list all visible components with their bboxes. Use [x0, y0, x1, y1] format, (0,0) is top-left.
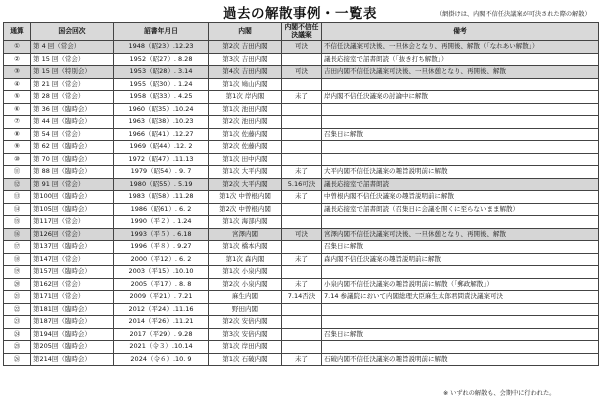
row-number: ㉑ — [4, 291, 31, 304]
row-remarks: 召集日に解散 — [322, 241, 599, 254]
row-cabinet: 第2次 池田内閣 — [209, 116, 282, 129]
row-number: ⑬ — [4, 191, 31, 204]
row-no-confidence-motion — [282, 328, 322, 341]
row-decree-date: 1993（平５）. 6.18 — [114, 228, 209, 241]
row-remarks: 議長応接室で詔書朗読（召集日に会議を開くに至らないまま解散） — [322, 203, 599, 216]
row-no-confidence-motion: 可決 — [282, 228, 322, 241]
row-decree-date: 2009（平21）. 7.21 — [114, 291, 209, 304]
row-diet-session: 第137回（臨時会） — [31, 241, 114, 254]
row-remarks — [322, 316, 599, 329]
row-decree-date: 1980（昭55）. 5.19 — [114, 178, 209, 191]
row-remarks — [322, 116, 599, 129]
row-decree-date: 2012（平24）.11.16 — [114, 303, 209, 316]
row-remarks — [322, 303, 599, 316]
row-diet-session: 第162回（常会） — [31, 278, 114, 291]
row-remarks: 森内閣不信任決議案の趣旨説明前に解散 — [322, 253, 599, 266]
row-cabinet: 第2次 小泉内閣 — [209, 278, 282, 291]
row-cabinet: 麻生内閣 — [209, 291, 282, 304]
row-cabinet: 野田内閣 — [209, 303, 282, 316]
table-row — [4, 291, 599, 304]
row-cabinet: 第2次 大平内閣 — [209, 178, 282, 191]
table-row — [4, 341, 599, 354]
table-row — [4, 103, 599, 116]
row-no-confidence-motion: 可決 — [282, 66, 322, 79]
row-no-confidence-motion: 未了 — [282, 191, 322, 204]
row-cabinet: 第1次 石破内閣 — [209, 353, 282, 366]
row-number: ② — [4, 53, 31, 66]
row-no-confidence-motion — [282, 78, 322, 91]
footnote: ※ いずれの解散も、会期中に行われた。 — [443, 390, 556, 397]
row-no-confidence-motion: 5.16可決 — [282, 178, 322, 191]
header-remarks: 備考 — [322, 23, 599, 41]
row-cabinet: 第2次 中曽根内閣 — [209, 203, 282, 216]
row-no-confidence-motion — [282, 316, 322, 329]
row-remarks — [322, 341, 599, 354]
table-row — [4, 216, 599, 229]
row-number: ① — [4, 41, 31, 54]
table-row — [4, 116, 599, 129]
row-decree-date: 1958（昭33）. 4.25 — [114, 91, 209, 104]
row-decree-date: 1963（昭38）.10.23 — [114, 116, 209, 129]
row-number: ⑯ — [4, 228, 31, 241]
row-cabinet: 第1次 池田内閣 — [209, 103, 282, 116]
row-decree-date: 2003（平15）.10.10 — [114, 266, 209, 279]
row-no-confidence-motion — [282, 341, 322, 354]
row-number: ⑤ — [4, 91, 31, 104]
row-diet-session: 第 28 回（常会） — [31, 91, 114, 104]
row-number: ⑪ — [4, 166, 31, 179]
row-cabinet: 第2次 安倍内閣 — [209, 316, 282, 329]
row-diet-session: 第117回（常会） — [31, 216, 114, 229]
row-cabinet: 宮澤内閣 — [209, 228, 282, 241]
table-row — [4, 78, 599, 91]
row-remarks: 石破内閣不信任決議案の趣旨説明前に解散 — [322, 353, 599, 366]
row-number: ㉖ — [4, 353, 31, 366]
row-number: ⑫ — [4, 178, 31, 191]
row-cabinet: 第2次 佐藤内閣 — [209, 141, 282, 154]
row-cabinet: 第1次 佐藤内閣 — [209, 128, 282, 141]
row-diet-session: 第194回（臨時会） — [31, 328, 114, 341]
row-decree-date: 1966（昭41）.12.27 — [114, 128, 209, 141]
row-decree-date: 1972（昭47）.11.13 — [114, 153, 209, 166]
row-cabinet: 第1次 田中内閣 — [209, 153, 282, 166]
row-remarks: 召集日に解散 — [322, 128, 599, 141]
row-no-confidence-motion — [282, 241, 322, 254]
shading-legend-note: （網掛けは、内閣不信任決議案が可決された際の解散） — [436, 11, 591, 18]
row-remarks: 不信任決議案可決後、一旦休会となり、再開後、解散（「なれあい解散」） — [322, 41, 599, 54]
row-diet-session: 第 54 回（常会） — [31, 128, 114, 141]
row-no-confidence-motion — [282, 203, 322, 216]
row-decree-date: 1955（昭30）. 1.24 — [114, 78, 209, 91]
row-number: ⑮ — [4, 216, 31, 229]
header-decree-date: 詔書年月日 — [114, 23, 209, 41]
row-decree-date: 2014（平26）.11.21 — [114, 316, 209, 329]
row-number: ⑭ — [4, 203, 31, 216]
row-decree-date: 1960（昭35）.10.24 — [114, 103, 209, 116]
row-diet-session: 第 21 回（常会） — [31, 78, 114, 91]
row-remarks — [322, 141, 599, 154]
table-row — [4, 66, 599, 79]
row-cabinet: 第3次 安倍内閣 — [209, 328, 282, 341]
row-no-confidence-motion — [282, 116, 322, 129]
row-number: ⑲ — [4, 266, 31, 279]
row-cabinet: 第1次 小泉内閣 — [209, 266, 282, 279]
table-row — [4, 278, 599, 291]
row-remarks — [322, 78, 599, 91]
row-number: ㉓ — [4, 316, 31, 329]
row-no-confidence-motion: 7.14否決 — [282, 291, 322, 304]
row-remarks: 小泉内閣不信任決議案の趣旨説明前に解散（「郵政解散」） — [322, 278, 599, 291]
row-diet-session: 第157回（臨時会） — [31, 266, 114, 279]
table-row — [4, 53, 599, 66]
row-diet-session: 第 15 回（常会） — [31, 53, 114, 66]
row-cabinet: 第1次 中曽根内閣 — [209, 191, 282, 204]
row-number: ⑧ — [4, 128, 31, 141]
row-cabinet: 第1次 森内閣 — [209, 253, 282, 266]
row-cabinet: 第4次 吉田内閣 — [209, 66, 282, 79]
row-no-confidence-motion: 未了 — [282, 91, 322, 104]
row-remarks: 大平内閣不信任決議案の趣旨説明前に解散 — [322, 166, 599, 179]
row-cabinet: 第2次 吉田内閣 — [209, 41, 282, 54]
row-diet-session: 第126回（常会） — [31, 228, 114, 241]
header-cabinet: 内閣 — [209, 23, 282, 41]
row-no-confidence-motion — [282, 141, 322, 154]
row-decree-date: 2005（平17）. 8. 8 — [114, 278, 209, 291]
row-decree-date: 1953（昭28）. 3.14 — [114, 66, 209, 79]
row-remarks: 吉田内閣不信任決議案可決後、一旦休憩となり、再開後、解散 — [322, 66, 599, 79]
row-cabinet: 第1次 岸田内閣 — [209, 341, 282, 354]
table-row — [4, 241, 599, 254]
row-decree-date: 2024（令６）.10. 9 — [114, 353, 209, 366]
row-decree-date: 1996（平８）. 9.27 — [114, 241, 209, 254]
row-remarks: 召集日に解散 — [322, 328, 599, 341]
row-diet-session: 第 44 回（臨時会） — [31, 116, 114, 129]
row-remarks — [322, 266, 599, 279]
row-no-confidence-motion — [282, 153, 322, 166]
row-number: ④ — [4, 78, 31, 91]
row-no-confidence-motion: 未了 — [282, 166, 322, 179]
row-no-confidence-motion — [282, 128, 322, 141]
table-row — [4, 353, 599, 366]
row-decree-date: 2021（令３）.10.14 — [114, 341, 209, 354]
row-cabinet: 第1次 海部内閣 — [209, 216, 282, 229]
row-number: ⑱ — [4, 253, 31, 266]
row-diet-session: 第 91 回（常会） — [31, 178, 114, 191]
row-no-confidence-motion: 可決 — [282, 41, 322, 54]
row-diet-session: 第 70 回（臨時会） — [31, 153, 114, 166]
row-diet-session: 第 4 回（常会） — [31, 41, 114, 54]
row-no-confidence-motion: 未了 — [282, 278, 322, 291]
table-row — [4, 228, 599, 241]
row-remarks: 議長応接室で詔書朗読 — [322, 178, 599, 191]
header-diet-session: 国会回次 — [31, 23, 114, 41]
row-number: ㉕ — [4, 341, 31, 354]
table-row — [4, 166, 599, 179]
table-row — [4, 316, 599, 329]
header-no-confidence-motion: 内閣不信任決議案 — [282, 23, 322, 41]
row-diet-session: 第 62 回（臨時会） — [31, 141, 114, 154]
header-number: 通算 — [4, 23, 31, 41]
row-remarks — [322, 103, 599, 116]
row-no-confidence-motion — [282, 103, 322, 116]
table-row — [4, 253, 599, 266]
row-remarks: 7.14 参議院において内閣総理大臣麻生太郎君問責決議案可決 — [322, 291, 599, 304]
table-row — [4, 178, 599, 191]
row-no-confidence-motion: 未了 — [282, 253, 322, 266]
row-diet-session: 第214回（臨時会） — [31, 353, 114, 366]
row-cabinet: 第1次 橋本内閣 — [209, 241, 282, 254]
row-diet-session: 第 36 回（臨時会） — [31, 103, 114, 116]
row-no-confidence-motion — [282, 53, 322, 66]
table-row — [4, 191, 599, 204]
table-row — [4, 128, 599, 141]
row-number: ㉒ — [4, 303, 31, 316]
row-no-confidence-motion — [282, 266, 322, 279]
row-decree-date: 1952（昭27）. 8.28 — [114, 53, 209, 66]
row-diet-session: 第 88 回（臨時会） — [31, 166, 114, 179]
row-number: ⑩ — [4, 153, 31, 166]
table-row — [4, 266, 599, 279]
row-cabinet: 第1次 大平内閣 — [209, 166, 282, 179]
row-cabinet: 第3次 吉田内閣 — [209, 53, 282, 66]
row-decree-date: 1986（昭61）. 6. 2 — [114, 203, 209, 216]
row-diet-session: 第147回（常会） — [31, 253, 114, 266]
row-no-confidence-motion — [282, 216, 322, 229]
row-number: ⑦ — [4, 116, 31, 129]
row-diet-session: 第 15 回（特別会） — [31, 66, 114, 79]
row-decree-date: 2000（平12）. 6. 2 — [114, 253, 209, 266]
table-row — [4, 328, 599, 341]
row-number: ㉔ — [4, 328, 31, 341]
row-number: ⑨ — [4, 141, 31, 154]
row-no-confidence-motion: 未了 — [282, 353, 322, 366]
row-decree-date: 2017（平29）. 9.28 — [114, 328, 209, 341]
table-row — [4, 203, 599, 216]
row-number: ⑥ — [4, 103, 31, 116]
table-header-row — [4, 23, 599, 41]
row-number: ③ — [4, 66, 31, 79]
row-decree-date: 1948（昭23）.12.23 — [114, 41, 209, 54]
row-diet-session: 第100回（臨時会） — [31, 191, 114, 204]
table-row — [4, 141, 599, 154]
row-remarks — [322, 153, 599, 166]
row-remarks — [322, 216, 599, 229]
row-decree-date: 1969（昭44）.12. 2 — [114, 141, 209, 154]
table-row — [4, 303, 599, 316]
table-row — [4, 91, 599, 104]
row-diet-session: 第171回（常会） — [31, 291, 114, 304]
row-decree-date: 1983（昭58）.11.28 — [114, 191, 209, 204]
row-remarks: 宮澤内閣不信任決議案可決後、一旦休憩となり、再開後、解散 — [322, 228, 599, 241]
page-title: 過去の解散事例・一覧表 — [223, 6, 377, 22]
dissolution-table — [3, 22, 599, 366]
row-number: ⑳ — [4, 278, 31, 291]
row-diet-session: 第187回（臨時会） — [31, 316, 114, 329]
row-remarks: 岸内閣不信任決議案の討論中に解散 — [322, 91, 599, 104]
row-cabinet: 第1次 岸内閣 — [209, 91, 282, 104]
row-diet-session: 第205回（臨時会） — [31, 341, 114, 354]
table-row — [4, 41, 599, 54]
row-no-confidence-motion — [282, 303, 322, 316]
row-number: ⑰ — [4, 241, 31, 254]
row-diet-session: 第181回（臨時会） — [31, 303, 114, 316]
row-cabinet: 第1次 鳩山内閣 — [209, 78, 282, 91]
table-row — [4, 153, 599, 166]
row-remarks: 中曽根内閣不信任決議案の趣旨説明前に解散 — [322, 191, 599, 204]
row-decree-date: 1990（平２）. 1.24 — [114, 216, 209, 229]
row-diet-session: 第105回（臨時会） — [31, 203, 114, 216]
row-decree-date: 1979（昭54）. 9. 7 — [114, 166, 209, 179]
row-remarks: 議長応接室で詔書朗読（「抜き打ち解散」） — [322, 53, 599, 66]
